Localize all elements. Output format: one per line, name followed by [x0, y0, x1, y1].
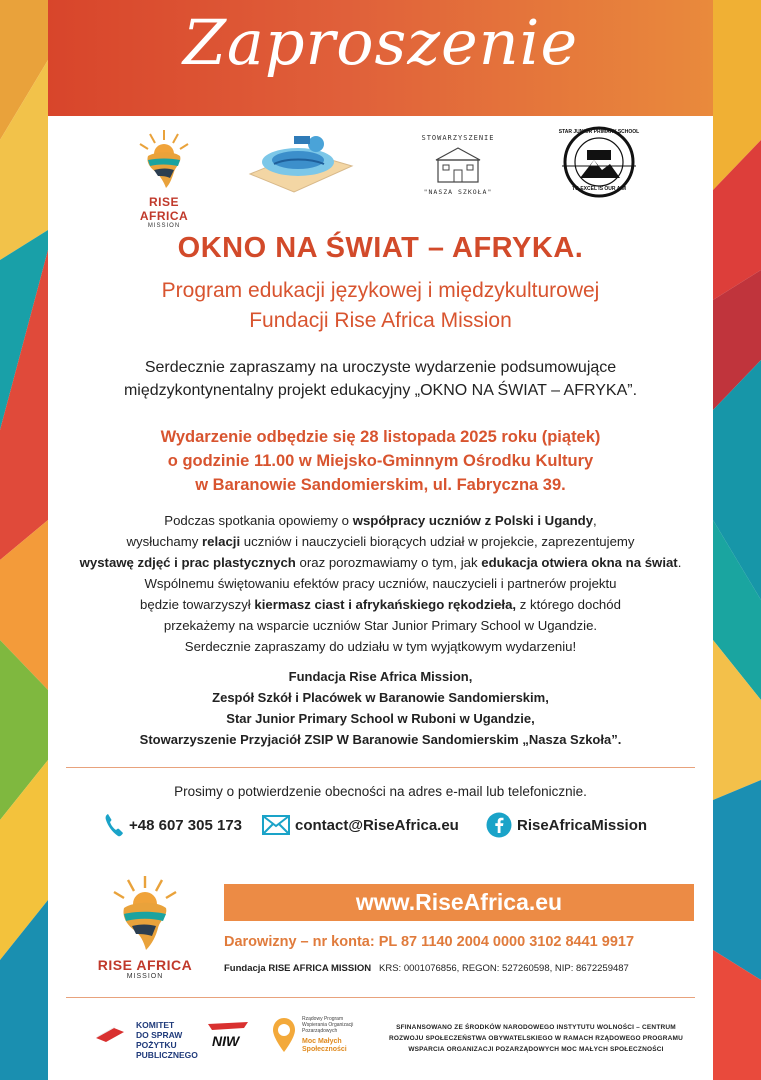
mail-icon [262, 815, 290, 835]
africa-sun-icon [90, 872, 200, 952]
rise-africa-logo-sub: MISSION [147, 223, 181, 229]
intro-text [60, 356, 701, 402]
body-paragraph [60, 510, 701, 657]
header-banner [48, 0, 713, 116]
komitet-line: KOMITET [136, 1020, 175, 1030]
body-text: . [677, 555, 682, 570]
intro-line-1: Serdecznie zapraszamy na uroczyste wydarzenie podsumowujące [144, 359, 617, 376]
niw-icon [204, 1018, 254, 1058]
niw-text: NIW [212, 1033, 240, 1049]
body-bold: wystawę zdjęć i prac plastycznych [79, 555, 296, 570]
rise-africa-logo-name: RISE AFRICA [139, 195, 189, 223]
footer-rise-africa-logo [90, 872, 200, 987]
registry-numbers: KRS: 0001076856, REGON: 527260598, NIP: 8672259487 [379, 963, 629, 974]
banner-title: Zaproszenie [182, 6, 579, 79]
footer-logo-sub: MISSION [126, 973, 164, 980]
komitet-line: PUBLICZNEGO [136, 1050, 198, 1060]
right-decorative-strip [713, 0, 761, 1080]
school-emblem-icon [244, 130, 358, 194]
moc-malych-spolecznosci-logo [270, 1016, 354, 1061]
body-text: Serdecznie zapraszamy do udziału w tym wyjątkowym wydarzeniu! [184, 639, 577, 654]
body-text: będzie towarzyszył [140, 597, 255, 612]
sponsors-row [48, 1012, 713, 1072]
intro-line-2: międzykontynentalny projekt edukacyjny „OKNO NA ŚWIAT – AFRYKA”. [123, 382, 638, 399]
event-details [60, 425, 701, 497]
facebook-handle: RiseAfricaMission [517, 816, 648, 834]
email-address: contact@RiseAfrica.eu [295, 816, 459, 834]
subtitle-line-1: Program edukacji językowej i międzykulturowej [161, 279, 600, 302]
phone-number: +48 607 305 173 [129, 816, 243, 834]
body-text: Podczas spotkania opowiemy o [164, 513, 353, 528]
mms-small-text: Rządowy Program Wspierania Organizacji Pozarządowych [302, 1016, 354, 1034]
event-address: w Baranowie Sandomierskim, ul. Fabryczna 39. [195, 476, 566, 494]
body-bold: współpracy uczniów z Polski i Ugandy [352, 513, 594, 528]
website-link[interactable]: www.RiseAfrica.eu [224, 884, 694, 921]
body-bold: kiermasz ciast i afrykańskiego rękodzieła, [254, 597, 517, 612]
funding-line: WSPARCIA ORGANIZACJI POZARZĄDOWYCH MOC MAŁYCH SPOŁECZNOŚCI [408, 1046, 664, 1053]
stowarzyszenie-bottom-text: "NASZA SZKOŁA" [423, 188, 493, 196]
donation-account: Darowizny – nr konta: PL 87 1140 2004 0000 3102 8441 9917 [224, 934, 635, 950]
facebook-contact[interactable] [486, 810, 647, 840]
divider [66, 767, 695, 768]
body-text: z którego dochód [516, 597, 621, 612]
polish-flag-icon [94, 1018, 130, 1048]
body-bold: edukacja otwiera okna na świat [481, 555, 678, 570]
body-text: wysłuchamy [126, 534, 202, 549]
body-text: przekażemy na wsparcie uczniów Star Junior Primary School w Ugandzie. [163, 618, 598, 633]
africa-sun-icon [124, 126, 204, 190]
komitet-text [136, 1020, 198, 1060]
rise-africa-logo [124, 126, 204, 229]
main-title: OKNO NA ŚWIAT – AFRYKA. [177, 232, 584, 264]
niw-logo [204, 1018, 254, 1063]
star-junior-bottom-text: TO EXCEL IS OUR AIM [572, 186, 626, 192]
funding-line: ROZWOJU SPOŁECZEŃSTWA OBYWATELSKIEGO W RAMACH RZĄDOWEGO PROGRAMU [388, 1035, 684, 1042]
body-text: oraz porozmawiamy o tym, jak [295, 555, 482, 570]
organizers-list [60, 666, 701, 750]
email-contact[interactable] [262, 810, 459, 840]
funding-statement [386, 1022, 686, 1055]
komitet-line: POŻYTKU [136, 1040, 177, 1050]
subtitle-line-2: Fundacji Rise Africa Mission [249, 309, 512, 332]
komitet-line: DO SPRAW [136, 1030, 183, 1040]
partner-logos-row [48, 126, 713, 229]
mms-brand-text: Moc Małych Społeczności [302, 1038, 347, 1053]
divider [66, 997, 695, 998]
organizer-item: Fundacja Rise Africa Mission, [288, 669, 473, 684]
stowarzyszenie-top-text: STOWARZYSZENIE [421, 134, 495, 142]
stowarzyszenie-logo [408, 130, 508, 205]
star-junior-logo [554, 126, 644, 203]
phone-contact[interactable] [104, 810, 242, 840]
school-emblem-logo [244, 130, 358, 199]
star-junior-top-text: STAR JUNIOR PRIMARY SCHOOL [558, 129, 640, 135]
body-text: , [593, 513, 597, 528]
org-label: Fundacja RISE AFRICA MISSION [224, 963, 372, 974]
funding-line: SFINANSOWANO ZE ŚRODKÓW NARODOWEGO INSTYTUTU WOLNOŚCI – CENTRUM [396, 1024, 676, 1031]
footer-logo-name: RISE AFRICA [97, 957, 193, 973]
registry-info [224, 963, 704, 974]
event-time-venue: o godzinie 11.00 w Miejsko-Gminnym Ośrodku Kultury [167, 452, 594, 470]
organizer-item: Star Junior Primary School w Ruboni w Ugandzie, [226, 711, 535, 726]
phone-icon [104, 813, 124, 837]
left-decorative-strip [0, 0, 48, 1080]
organizer-item: Zespół Szkół i Placówek w Baranowie Sandomierskim, [212, 690, 549, 705]
rsvp-text: Prosimy o potwierdzenie obecności na adres e-mail lub telefonicznie. [174, 784, 587, 799]
event-date: Wydarzenie odbędzie się 28 listopada 2025 roku (piątek) [160, 428, 601, 446]
community-pin-icon [270, 1016, 298, 1056]
komitet-logo [94, 1018, 198, 1060]
contact-row [48, 810, 713, 840]
facebook-icon [486, 812, 512, 838]
organizer-item: Stowarzyszenie Przyjaciół ZSIP W Baranowie Sandomierskim „Nasza Szkoła”. [139, 732, 622, 747]
body-text: uczniów i nauczycieli biorących udział w projekcie, zaprezentujemy [240, 534, 635, 549]
body-text: Wspólnemu świętowaniu efektów pracy uczniów, nauczycieli i partnerów projektu [144, 576, 617, 591]
body-bold: relacji [202, 534, 241, 549]
